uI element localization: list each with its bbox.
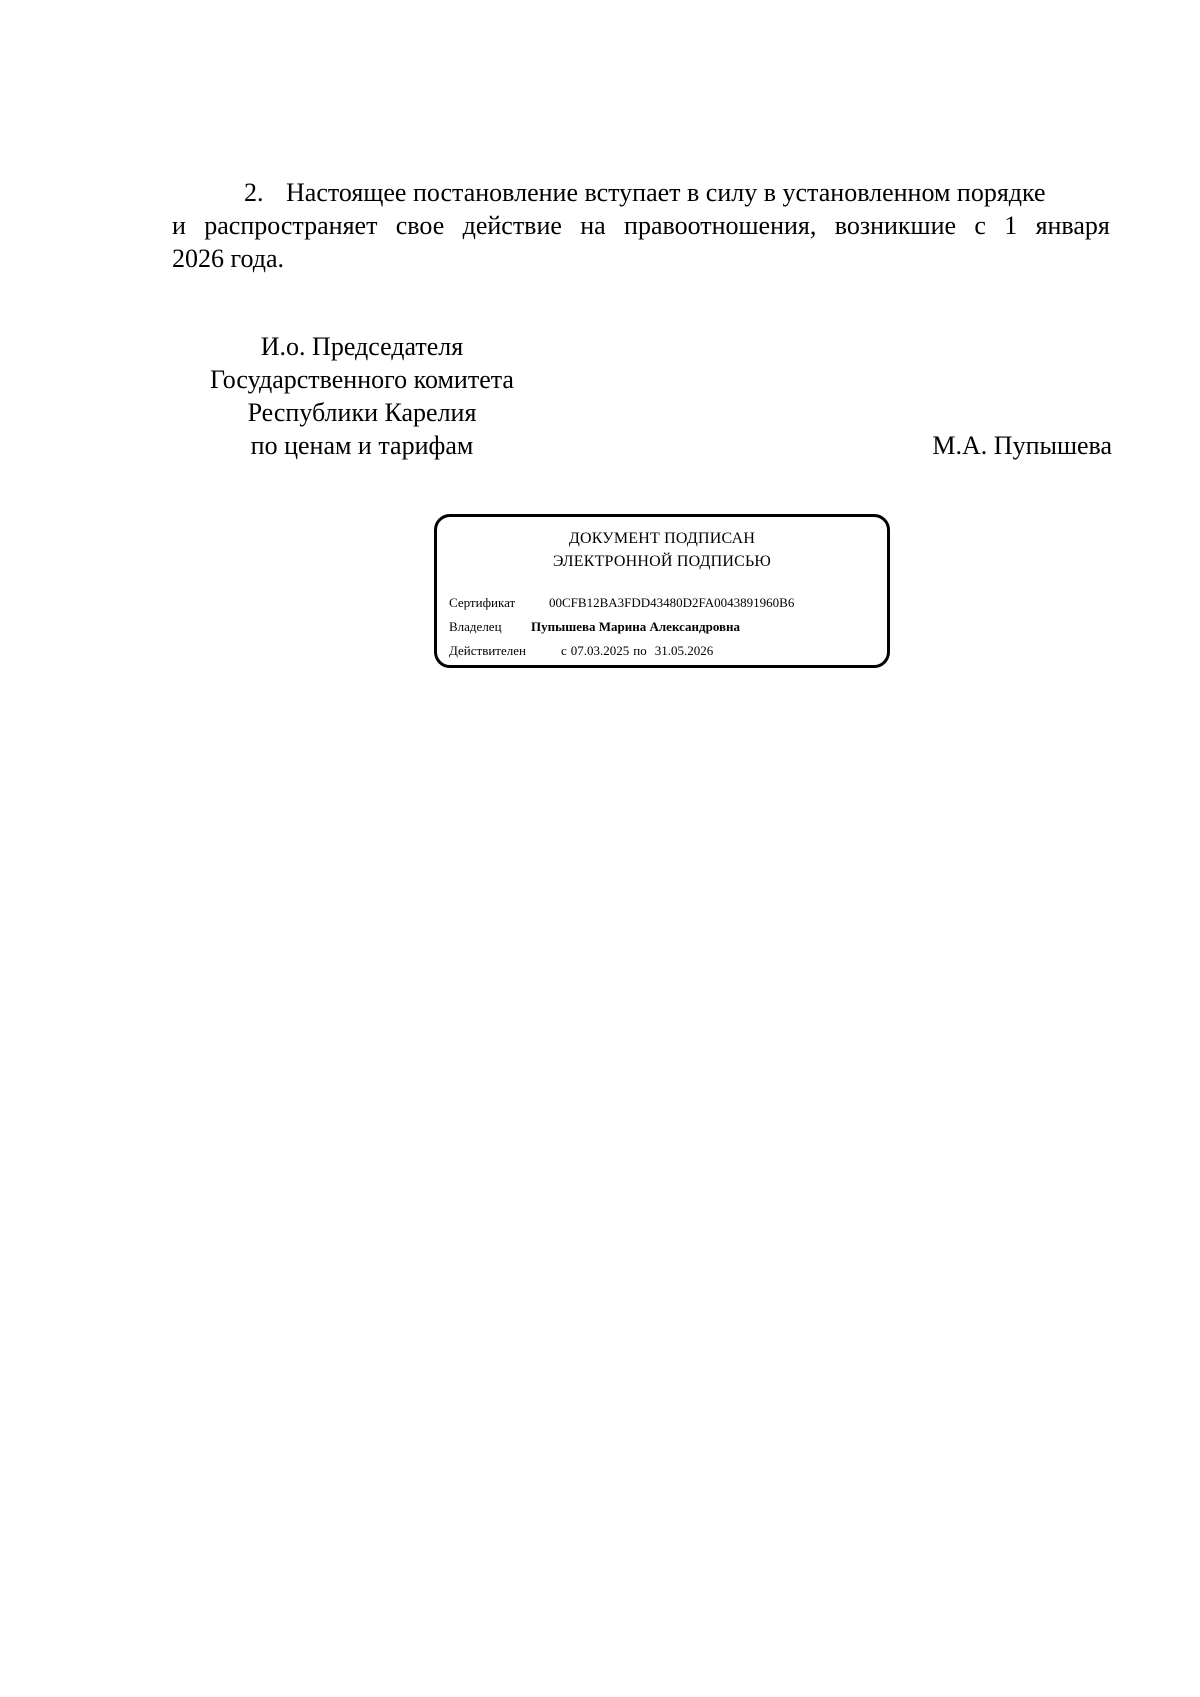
paragraph-word: распространяет [204, 211, 378, 240]
paragraph-word: возникшие [834, 211, 957, 240]
position-line: по ценам и тарифам [250, 431, 474, 460]
paragraph-line-3: 2026 года. [172, 244, 285, 273]
paragraph-word: января [1035, 211, 1110, 240]
valid-from-prefix: с [561, 643, 567, 658]
paragraph-word: и [172, 211, 186, 240]
position-line: Государственного комитета [210, 365, 514, 394]
paragraph-word: свое [395, 211, 445, 240]
stamp-title [437, 527, 887, 573]
stamp-owner-row [449, 619, 740, 635]
paragraph-word: действие [462, 211, 562, 240]
signatory-name: М.А. Пупышева [932, 431, 1112, 460]
valid-to-prefix: по [633, 643, 647, 658]
paragraph-word: с [974, 211, 986, 240]
stamp-validity-row [449, 643, 713, 659]
paragraph-number: 2. [244, 178, 264, 207]
position-line: И.о. Председателя [260, 332, 464, 361]
paragraph-word: правоотношения, [624, 211, 817, 240]
valid-to-date: 31.05.2026 [654, 643, 714, 658]
paragraph-word: 1 [1004, 211, 1018, 240]
validity-label: Действителен [449, 643, 526, 658]
paragraph-line-1-text: Настоящее постановление вступает в силу в установленном порядке [286, 178, 1046, 207]
stamp-title-line-2: ЭЛЕКТРОННОЙ ПОДПИСЬЮ [552, 553, 772, 570]
certificate-label: Сертификат [449, 595, 516, 610]
signatory-position [172, 330, 552, 462]
paragraph-2 [172, 176, 1110, 275]
owner-value: Пупышева Марина Александровна [531, 619, 741, 634]
electronic-signature-stamp [434, 514, 890, 668]
position-line: Республики Карелия [247, 398, 477, 427]
valid-from-date: 07.03.2025 [570, 643, 630, 658]
paragraph-word: на [580, 211, 606, 240]
paragraph-line-1 [172, 176, 1110, 209]
stamp-title-line-1: ДОКУМЕНТ ПОДПИСАН [568, 530, 756, 547]
owner-label: Владелец [449, 619, 502, 634]
paragraph-line-2 [172, 209, 1110, 242]
stamp-certificate-row [449, 595, 794, 611]
certificate-value: 00CFB12BA3FDD43480D2FA0043891960B6 [549, 595, 795, 610]
